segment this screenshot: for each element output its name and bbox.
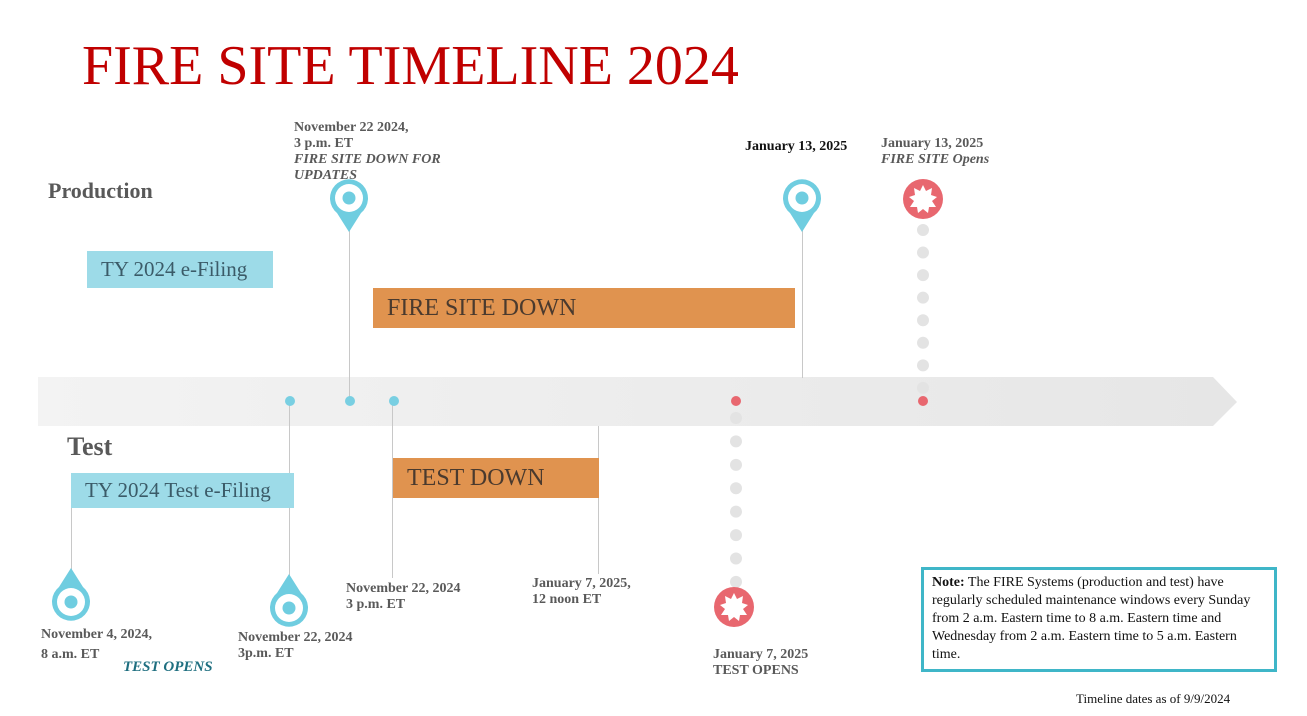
note-label: Note: xyxy=(932,575,965,590)
connector-line xyxy=(802,220,803,378)
connector-line xyxy=(598,426,599,574)
bar-fire-site-down: FIRE SITE DOWN xyxy=(373,288,795,328)
map-pin-icon xyxy=(268,572,310,630)
lane-label-test: Test xyxy=(67,432,113,461)
milestone-label-jan13-prod: January 13, 2025 xyxy=(745,139,848,154)
map-pin-icon xyxy=(50,566,92,624)
bar-prod-efiling: TY 2024 e-Filing xyxy=(87,251,273,288)
note-text: The FIRE Systems (production and test) have regularly scheduled maintenance windows every Sunday from 2 a.m. Eastern time to 8 a.m. Eastern time and Wednesday from 2 a.m. Eastern time to 5 a.m. Eastern time. xyxy=(932,575,1251,662)
bar-test-efiling: TY 2024 Test e-Filing xyxy=(71,473,294,508)
timeline-dot xyxy=(918,396,928,406)
dotted-connector xyxy=(730,412,742,588)
milestone-test-opens-nov4: TEST OPENS xyxy=(123,659,213,675)
dotted-connector xyxy=(917,224,929,394)
timeline-dot xyxy=(285,396,295,406)
timeline-dot xyxy=(345,396,355,406)
milestone-label-nov22-test-a: November 22, 2024 3p.m. ET xyxy=(238,630,353,661)
page-title: FIRE SITE TIMELINE 2024 xyxy=(82,35,739,97)
timeline-dot xyxy=(389,396,399,406)
bar-test-down: TEST DOWN xyxy=(393,458,599,498)
milestone-label-nov22-prod: November 22 2024, 3 p.m. ET FIRE SITE DOWN FOR UPDATES xyxy=(294,120,441,183)
connector-line xyxy=(349,220,350,402)
timeline-dot xyxy=(731,396,741,406)
milestone-label-jan13-open: January 13, 2025 FIRE SITE Opens xyxy=(881,136,990,167)
lane-label-production: Production xyxy=(48,178,153,203)
maintenance-note xyxy=(921,567,1277,672)
starburst-icon xyxy=(713,586,755,628)
milestone-label-jan7-noon: January 7, 2025, 12 noon ET xyxy=(532,576,631,607)
milestone-label-jan7-test: January 7, 2025 TEST OPENS xyxy=(713,647,809,678)
map-pin-icon xyxy=(781,176,823,234)
timeline-date-footer: Timeline dates as of 9/9/2024 xyxy=(1076,691,1231,706)
milestone-label-nov4-test: November 4, 2024, 8 a.m. ET xyxy=(41,627,152,662)
connector-line xyxy=(71,508,72,574)
map-pin-icon xyxy=(328,176,370,234)
starburst-icon xyxy=(902,178,944,220)
milestone-label-nov22-test-b: November 22, 2024 3 p.m. ET xyxy=(346,581,461,612)
